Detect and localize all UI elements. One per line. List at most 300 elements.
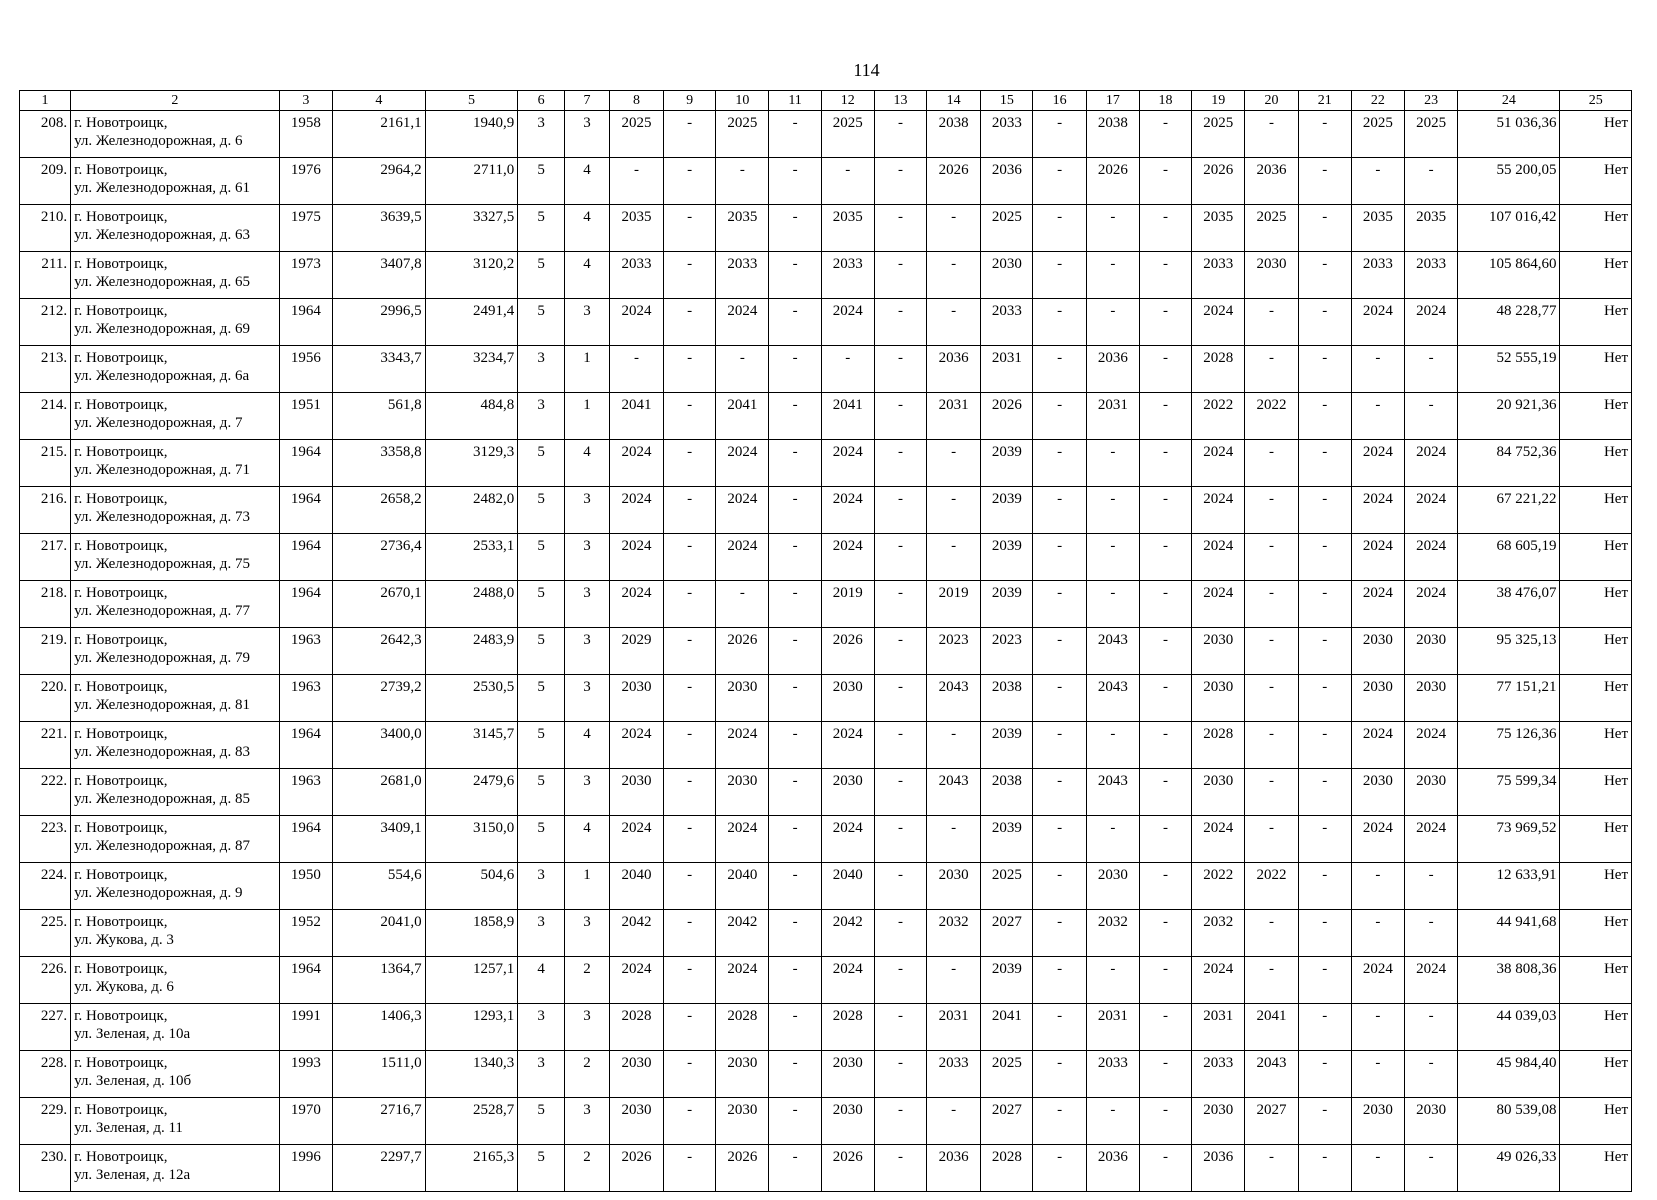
work-year-cell-col-14: 2031 [927, 393, 981, 440]
total-area-cell: 2670,1 [333, 581, 426, 628]
work-year-cell-col-15: 2039 [981, 581, 1033, 628]
work-year-cell-col-23: 2025 [1405, 111, 1458, 158]
build-year-cell: 1973 [279, 252, 332, 299]
work-year-cell-col-18: - [1139, 534, 1191, 581]
cost-cell: 55 200,05 [1458, 158, 1560, 205]
work-year-cell-col-13: - [874, 111, 926, 158]
work-year-cell-col-12: 2030 [821, 1098, 874, 1145]
total-area-cell: 2041,0 [333, 910, 426, 957]
work-year-cell-col-9: - [664, 111, 716, 158]
column-header-6: 6 [518, 91, 565, 111]
work-year-cell-col-16: - [1033, 957, 1086, 1004]
work-year-cell-col-8: 2035 [609, 205, 663, 252]
address-street-line: ул. Железнодорожная, д. 81 [74, 697, 250, 713]
work-year-cell-col-16: - [1033, 111, 1086, 158]
address-city-line: г. Новотроицк, [74, 491, 168, 507]
total-area-cell: 3409,1 [333, 816, 426, 863]
work-year-cell-col-17: - [1086, 205, 1139, 252]
row-number-cell: 221. [20, 722, 71, 769]
column-header-18: 18 [1139, 91, 1191, 111]
living-area-cell: 2165,3 [425, 1145, 518, 1192]
column-header-24: 24 [1458, 91, 1560, 111]
work-year-cell-col-22: 2024 [1351, 816, 1404, 863]
work-year-cell-col-16: - [1033, 769, 1086, 816]
column-header-14: 14 [927, 91, 981, 111]
work-year-cell-col-17: 2036 [1086, 346, 1139, 393]
work-year-cell-col-20: - [1245, 346, 1298, 393]
work-year-cell-col-15: 2039 [981, 534, 1033, 581]
work-year-cell-col-17: 2032 [1086, 910, 1139, 957]
work-year-cell-col-9: - [664, 205, 716, 252]
work-year-cell-col-23: 2024 [1405, 581, 1458, 628]
total-area-cell: 2297,7 [333, 1145, 426, 1192]
row-number-cell: 211. [20, 252, 71, 299]
work-year-cell-col-21: - [1298, 299, 1351, 346]
work-year-cell-col-9: - [664, 769, 716, 816]
flag-cell: Нет [1560, 863, 1632, 910]
work-year-cell-col-9: - [664, 1004, 716, 1051]
total-area-cell: 2716,7 [333, 1098, 426, 1145]
work-year-cell-col-23: - [1405, 1145, 1458, 1192]
work-year-cell-col-13: - [874, 1098, 926, 1145]
work-year-cell-col-14: - [927, 816, 981, 863]
address-street-line: ул. Жукова, д. 3 [74, 932, 174, 948]
work-year-cell-col-19: 2024 [1192, 816, 1245, 863]
work-year-cell-col-16: - [1033, 252, 1086, 299]
entrances-cell: 2 [565, 1145, 610, 1192]
work-year-cell-col-17: - [1086, 1098, 1139, 1145]
entrances-cell: 4 [565, 440, 610, 487]
work-year-cell-col-13: - [874, 205, 926, 252]
work-year-cell-col-19: 2033 [1192, 1051, 1245, 1098]
living-area-cell: 3150,0 [425, 816, 518, 863]
work-year-cell-col-13: - [874, 487, 926, 534]
build-year-cell: 1991 [279, 1004, 332, 1051]
work-year-cell-col-23: 2030 [1405, 769, 1458, 816]
row-number-cell: 219. [20, 628, 71, 675]
work-year-cell-col-9: - [664, 252, 716, 299]
floors-cell: 5 [518, 252, 565, 299]
living-area-cell: 1257,1 [425, 957, 518, 1004]
total-area-cell: 3400,0 [333, 722, 426, 769]
work-year-cell-col-10: - [716, 581, 769, 628]
work-year-cell-col-8: 2026 [609, 1145, 663, 1192]
address-cell [71, 205, 280, 252]
work-year-cell-col-14: 2043 [927, 769, 981, 816]
flag-cell: Нет [1560, 1098, 1632, 1145]
entrances-cell: 3 [565, 111, 610, 158]
work-year-cell-col-18: - [1139, 816, 1191, 863]
work-year-cell-col-22: 2033 [1351, 252, 1404, 299]
floors-cell: 3 [518, 1004, 565, 1051]
flag-cell: Нет [1560, 111, 1632, 158]
column-header-16: 16 [1033, 91, 1086, 111]
work-year-cell-col-18: - [1139, 722, 1191, 769]
work-year-cell-col-11: - [769, 957, 821, 1004]
work-year-cell-col-20: 2022 [1245, 393, 1298, 440]
flag-cell: Нет [1560, 393, 1632, 440]
row-number-cell: 208. [20, 111, 71, 158]
total-area-cell: 3343,7 [333, 346, 426, 393]
row-number-cell: 220. [20, 675, 71, 722]
work-year-cell-col-12: 2026 [821, 1145, 874, 1192]
entrances-cell: 3 [565, 534, 610, 581]
work-year-cell-col-12: 2030 [821, 675, 874, 722]
work-year-cell-col-18: - [1139, 628, 1191, 675]
address-cell [71, 581, 280, 628]
flag-cell: Нет [1560, 534, 1632, 581]
work-year-cell-col-15: 2030 [981, 252, 1033, 299]
row-number-cell: 230. [20, 1145, 71, 1192]
work-year-cell-col-18: - [1139, 910, 1191, 957]
work-year-cell-col-23: - [1405, 910, 1458, 957]
work-year-cell-col-18: - [1139, 205, 1191, 252]
cost-cell: 68 605,19 [1458, 534, 1560, 581]
work-year-cell-col-23: 2024 [1405, 534, 1458, 581]
work-year-cell-col-12: 2019 [821, 581, 874, 628]
table-row [20, 346, 1632, 393]
cost-cell: 77 151,21 [1458, 675, 1560, 722]
column-header-9: 9 [664, 91, 716, 111]
total-area-cell: 3407,8 [333, 252, 426, 299]
work-year-cell-col-18: - [1139, 863, 1191, 910]
work-year-cell-col-12: 2025 [821, 111, 874, 158]
work-year-cell-col-9: - [664, 1145, 716, 1192]
work-year-cell-col-15: 2031 [981, 346, 1033, 393]
work-year-cell-col-9: - [664, 158, 716, 205]
work-year-cell-col-21: - [1298, 1098, 1351, 1145]
work-year-cell-col-23: 2030 [1405, 1098, 1458, 1145]
work-year-cell-col-20: 2036 [1245, 158, 1298, 205]
row-number-cell: 222. [20, 769, 71, 816]
floors-cell: 5 [518, 534, 565, 581]
cost-cell: 73 969,52 [1458, 816, 1560, 863]
work-year-cell-col-12: 2030 [821, 1051, 874, 1098]
living-area-cell: 3234,7 [425, 346, 518, 393]
work-year-cell-col-8: 2030 [609, 769, 663, 816]
column-header-15: 15 [981, 91, 1033, 111]
flag-cell: Нет [1560, 581, 1632, 628]
work-year-cell-col-10: 2040 [716, 863, 769, 910]
work-year-cell-col-19: 2030 [1192, 628, 1245, 675]
address-street-line: ул. Железнодорожная, д. 6а [74, 368, 250, 384]
work-year-cell-col-11: - [769, 1004, 821, 1051]
floors-cell: 3 [518, 111, 565, 158]
work-year-cell-col-19: 2022 [1192, 393, 1245, 440]
work-year-cell-col-16: - [1033, 299, 1086, 346]
column-header-7: 7 [565, 91, 610, 111]
work-year-cell-col-15: 2033 [981, 111, 1033, 158]
work-year-cell-col-20: - [1245, 534, 1298, 581]
work-year-cell-col-11: - [769, 910, 821, 957]
table-row [20, 534, 1632, 581]
address-cell [71, 252, 280, 299]
work-year-cell-col-11: - [769, 393, 821, 440]
living-area-cell: 3327,5 [425, 205, 518, 252]
work-year-cell-col-14: 2043 [927, 675, 981, 722]
table-row [20, 1051, 1632, 1098]
living-area-cell: 3120,2 [425, 252, 518, 299]
work-year-cell-col-17: - [1086, 252, 1139, 299]
work-year-cell-col-11: - [769, 816, 821, 863]
column-header-12: 12 [821, 91, 874, 111]
total-area-cell: 3639,5 [333, 205, 426, 252]
work-year-cell-col-11: - [769, 628, 821, 675]
work-year-cell-col-17: 2030 [1086, 863, 1139, 910]
address-city-line: г. Новотроицк, [74, 115, 168, 131]
flag-cell: Нет [1560, 346, 1632, 393]
column-header-1: 1 [20, 91, 71, 111]
work-year-cell-col-13: - [874, 957, 926, 1004]
work-year-cell-col-23: 2024 [1405, 299, 1458, 346]
work-year-cell-col-13: - [874, 816, 926, 863]
work-year-cell-col-15: 2041 [981, 1004, 1033, 1051]
work-year-cell-col-17: 2043 [1086, 628, 1139, 675]
work-year-cell-col-22: 2030 [1351, 675, 1404, 722]
work-year-cell-col-20: - [1245, 299, 1298, 346]
work-year-cell-col-20: - [1245, 816, 1298, 863]
address-city-line: г. Новотроицк, [74, 1102, 168, 1118]
work-year-cell-col-8: 2024 [609, 487, 663, 534]
build-year-cell: 1964 [279, 299, 332, 346]
work-year-cell-col-12: 2035 [821, 205, 874, 252]
table-row [20, 252, 1632, 299]
work-year-cell-col-13: - [874, 252, 926, 299]
work-year-cell-col-11: - [769, 1051, 821, 1098]
work-year-cell-col-8: 2025 [609, 111, 663, 158]
flag-cell: Нет [1560, 816, 1632, 863]
cost-cell: 44 039,03 [1458, 1004, 1560, 1051]
work-year-cell-col-13: - [874, 628, 926, 675]
work-year-cell-col-20: 2043 [1245, 1051, 1298, 1098]
total-area-cell: 2658,2 [333, 487, 426, 534]
column-header-8: 8 [609, 91, 663, 111]
address-cell [71, 769, 280, 816]
flag-cell: Нет [1560, 1004, 1632, 1051]
work-year-cell-col-23: 2035 [1405, 205, 1458, 252]
work-year-cell-col-21: - [1298, 440, 1351, 487]
work-year-cell-col-16: - [1033, 487, 1086, 534]
living-area-cell: 1940,9 [425, 111, 518, 158]
work-year-cell-col-21: - [1298, 252, 1351, 299]
build-year-cell: 1964 [279, 581, 332, 628]
living-area-cell: 2482,0 [425, 487, 518, 534]
work-year-cell-col-16: - [1033, 534, 1086, 581]
work-year-cell-col-14: - [927, 440, 981, 487]
entrances-cell: 1 [565, 393, 610, 440]
total-area-cell: 1406,3 [333, 1004, 426, 1051]
work-year-cell-col-13: - [874, 675, 926, 722]
entrances-cell: 4 [565, 205, 610, 252]
work-year-cell-col-16: - [1033, 628, 1086, 675]
row-number-cell: 209. [20, 158, 71, 205]
flag-cell: Нет [1560, 769, 1632, 816]
flag-cell: Нет [1560, 299, 1632, 346]
work-year-cell-col-16: - [1033, 205, 1086, 252]
living-area-cell: 2711,0 [425, 158, 518, 205]
work-year-cell-col-9: - [664, 910, 716, 957]
address-street-line: ул. Зеленая, д. 10б [74, 1073, 192, 1089]
address-city-line: г. Новотроицк, [74, 867, 168, 883]
work-year-cell-col-15: 2039 [981, 722, 1033, 769]
work-year-cell-col-19: 2031 [1192, 1004, 1245, 1051]
table-row [20, 957, 1632, 1004]
flag-cell: Нет [1560, 628, 1632, 675]
work-year-cell-col-18: - [1139, 440, 1191, 487]
living-area-cell: 3129,3 [425, 440, 518, 487]
work-year-cell-col-8: 2028 [609, 1004, 663, 1051]
work-year-cell-col-12: 2024 [821, 816, 874, 863]
row-number-cell: 228. [20, 1051, 71, 1098]
floors-cell: 3 [518, 863, 565, 910]
table-body [20, 111, 1632, 1192]
address-cell [71, 158, 280, 205]
address-street-line: ул. Зеленая, д. 11 [74, 1120, 183, 1136]
entrances-cell: 1 [565, 863, 610, 910]
work-year-cell-col-20: - [1245, 111, 1298, 158]
cost-cell: 107 016,42 [1458, 205, 1560, 252]
address-street-line: ул. Зеленая, д. 12а [74, 1167, 191, 1183]
work-year-cell-col-19: 2028 [1192, 722, 1245, 769]
row-number-cell: 218. [20, 581, 71, 628]
row-number-cell: 229. [20, 1098, 71, 1145]
work-year-cell-col-12: - [821, 346, 874, 393]
build-year-cell: 1964 [279, 440, 332, 487]
work-year-cell-col-22: - [1351, 393, 1404, 440]
entrances-cell: 3 [565, 910, 610, 957]
work-year-cell-col-8: 2024 [609, 816, 663, 863]
work-year-cell-col-23: 2024 [1405, 487, 1458, 534]
work-year-cell-col-20: - [1245, 722, 1298, 769]
work-year-cell-col-19: 2036 [1192, 1145, 1245, 1192]
address-city-line: г. Новотроицк, [74, 820, 168, 836]
cost-cell: 105 864,60 [1458, 252, 1560, 299]
floors-cell: 5 [518, 1145, 565, 1192]
work-year-cell-col-14: - [927, 1098, 981, 1145]
living-area-cell: 2491,4 [425, 299, 518, 346]
work-year-cell-col-16: - [1033, 675, 1086, 722]
work-year-cell-col-12: 2040 [821, 863, 874, 910]
work-year-cell-col-10: - [716, 158, 769, 205]
work-year-cell-col-23: 2024 [1405, 816, 1458, 863]
total-area-cell: 2996,5 [333, 299, 426, 346]
work-year-cell-col-13: - [874, 722, 926, 769]
column-header-11: 11 [769, 91, 821, 111]
work-year-cell-col-21: - [1298, 769, 1351, 816]
work-year-cell-col-17: 2031 [1086, 1004, 1139, 1051]
work-year-cell-col-19: 2024 [1192, 440, 1245, 487]
work-year-cell-col-23: 2033 [1405, 252, 1458, 299]
work-year-cell-col-12: 2024 [821, 440, 874, 487]
work-year-cell-col-18: - [1139, 158, 1191, 205]
page-number: 114 [853, 60, 880, 80]
row-number-cell: 214. [20, 393, 71, 440]
build-year-cell: 1975 [279, 205, 332, 252]
work-year-cell-col-9: - [664, 1051, 716, 1098]
work-year-cell-col-18: - [1139, 1098, 1191, 1145]
address-cell [71, 816, 280, 863]
work-year-cell-col-10: 2026 [716, 1145, 769, 1192]
work-year-cell-col-21: - [1298, 534, 1351, 581]
build-year-cell: 1964 [279, 722, 332, 769]
work-year-cell-col-20: - [1245, 581, 1298, 628]
work-year-cell-col-19: 2025 [1192, 111, 1245, 158]
work-year-cell-col-11: - [769, 1098, 821, 1145]
work-year-cell-col-8: 2024 [609, 299, 663, 346]
work-year-cell-col-11: - [769, 252, 821, 299]
work-year-cell-col-16: - [1033, 346, 1086, 393]
work-year-cell-col-19: 2035 [1192, 205, 1245, 252]
row-number-cell: 217. [20, 534, 71, 581]
total-area-cell: 2739,2 [333, 675, 426, 722]
work-year-cell-col-21: - [1298, 111, 1351, 158]
work-year-cell-col-11: - [769, 534, 821, 581]
work-year-cell-col-21: - [1298, 957, 1351, 1004]
floors-cell: 5 [518, 628, 565, 675]
work-year-cell-col-23: - [1405, 393, 1458, 440]
work-year-cell-col-14: - [927, 252, 981, 299]
address-city-line: г. Новотроицк, [74, 773, 168, 789]
work-year-cell-col-15: 2025 [981, 863, 1033, 910]
address-cell [71, 863, 280, 910]
work-year-cell-col-22: 2024 [1351, 440, 1404, 487]
address-street-line: ул. Железнодорожная, д. 69 [74, 321, 250, 337]
flag-cell: Нет [1560, 1145, 1632, 1192]
living-area-cell: 1340,3 [425, 1051, 518, 1098]
work-year-cell-col-9: - [664, 299, 716, 346]
work-year-cell-col-10: 2024 [716, 816, 769, 863]
work-year-cell-col-23: - [1405, 1004, 1458, 1051]
cost-cell: 75 599,34 [1458, 769, 1560, 816]
row-number-cell: 216. [20, 487, 71, 534]
row-number-cell: 215. [20, 440, 71, 487]
address-cell [71, 111, 280, 158]
build-year-cell: 1963 [279, 769, 332, 816]
work-year-cell-col-17: - [1086, 957, 1139, 1004]
work-year-cell-col-19: 2030 [1192, 1098, 1245, 1145]
build-year-cell: 1964 [279, 957, 332, 1004]
floors-cell: 5 [518, 722, 565, 769]
living-area-cell: 2488,0 [425, 581, 518, 628]
work-year-cell-col-15: 2038 [981, 769, 1033, 816]
column-header-17: 17 [1086, 91, 1139, 111]
work-year-cell-col-16: - [1033, 1004, 1086, 1051]
cost-cell: 48 228,77 [1458, 299, 1560, 346]
address-city-line: г. Новотроицк, [74, 256, 168, 272]
address-cell [71, 393, 280, 440]
work-year-cell-col-22: 2030 [1351, 769, 1404, 816]
address-city-line: г. Новотроицк, [74, 209, 168, 225]
work-year-cell-col-13: - [874, 299, 926, 346]
work-year-cell-col-16: - [1033, 910, 1086, 957]
work-year-cell-col-23: - [1405, 863, 1458, 910]
work-year-cell-col-16: - [1033, 440, 1086, 487]
build-year-cell: 1996 [279, 1145, 332, 1192]
work-year-cell-col-18: - [1139, 581, 1191, 628]
work-year-cell-col-13: - [874, 158, 926, 205]
work-year-cell-col-8: 2024 [609, 534, 663, 581]
work-year-cell-col-14: - [927, 487, 981, 534]
floors-cell: 5 [518, 675, 565, 722]
work-year-cell-col-14: 2023 [927, 628, 981, 675]
work-year-cell-col-13: - [874, 393, 926, 440]
work-year-cell-col-15: 2038 [981, 675, 1033, 722]
work-year-cell-col-11: - [769, 205, 821, 252]
work-year-cell-col-23: - [1405, 1051, 1458, 1098]
work-year-cell-col-22: - [1351, 1145, 1404, 1192]
work-year-cell-col-16: - [1033, 1098, 1086, 1145]
living-area-cell: 2530,5 [425, 675, 518, 722]
